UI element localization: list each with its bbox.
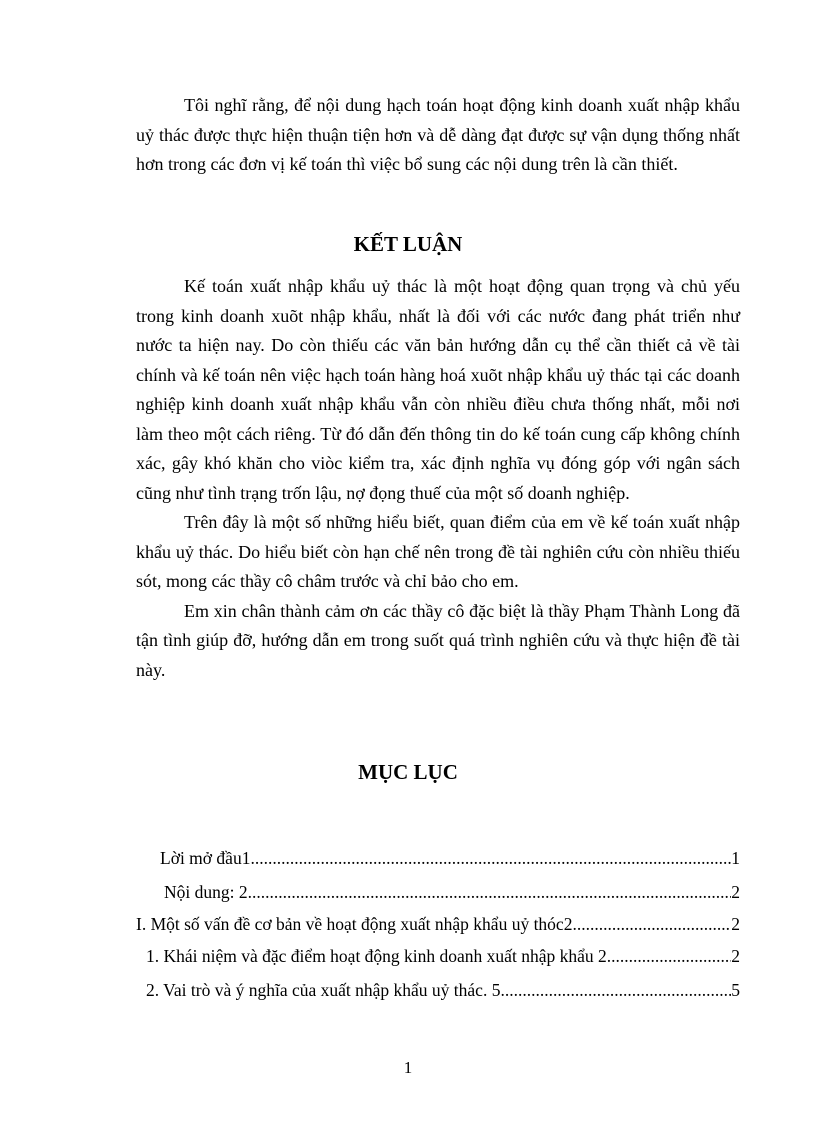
conclusion-paragraph: Trên đây là một số những hiểu biết, quan điểm của em về kế toán xuất nhập khẩu uỷ thác. Do hiểu biết còn hạn chế nên trong đề tài nghiên cứu còn nhiều thiếu sót, mong các thầy cô châm trước và chỉ bảo cho em. bbox=[136, 512, 740, 591]
intro-section bbox=[136, 91, 740, 180]
toc-leader-dots bbox=[250, 848, 731, 869]
toc-leader-dots bbox=[607, 946, 732, 967]
toc-entry-page: 1 bbox=[731, 848, 740, 868]
toc-entry-label: Nội dung: 2 bbox=[164, 882, 248, 902]
toc-entry-label: 1. Khái niệm và đặc điểm hoạt động kinh doanh xuất nhập khẩu 2 bbox=[146, 946, 607, 966]
toc-entry[interactable] bbox=[136, 980, 740, 1001]
conclusion-paragraph: Em xin chân thành cảm ơn các thầy cô đặc biệt là thầy Phạm Thành Long đã tận tình giúp đỡ, hướng dẫn em trong suốt quá trình nghiên cứu và thực hiện đề tài này. bbox=[136, 600, 740, 680]
toc-entry-page: 2 bbox=[731, 946, 740, 966]
toc-entry[interactable] bbox=[136, 946, 740, 967]
toc-entry-page: 2 bbox=[731, 914, 740, 934]
page-number: 1 bbox=[403, 1058, 413, 1077]
toc-heading: MỤC LỤC bbox=[358, 760, 458, 784]
toc-leader-dots bbox=[572, 914, 731, 935]
toc-leader-dots bbox=[248, 882, 732, 903]
conclusion-heading: KẾT LUẬN bbox=[353, 232, 463, 256]
toc-entry[interactable] bbox=[136, 882, 740, 903]
toc-entry-page: 2 bbox=[731, 882, 740, 902]
toc-entry-label: I. Một số vấn đề cơ bản về hoạt động xuất nhập khẩu uỷ thóc2 bbox=[136, 914, 573, 934]
toc-entry-page: 5 bbox=[731, 980, 740, 1000]
conclusion-body bbox=[136, 272, 740, 685]
toc-entry[interactable] bbox=[136, 848, 740, 869]
intro-paragraph: Tôi nghĩ rằng, để nội dung hạch toán hoạt động kinh doanh xuất nhập khẩu uỷ thác được thực hiện thuận tiện hơn và dễ dàng đạt được sự vận dụng thống nhất hơn trong các đơn vị kế toán thì việc bổ sung các nội dung trên là cần thiết. bbox=[136, 95, 740, 174]
toc-leader-dots bbox=[500, 980, 731, 1001]
toc-entry[interactable] bbox=[136, 914, 740, 935]
conclusion-paragraph: Kế toán xuất nhập khẩu uỷ thác là một hoạt động quan trọng và chủ yếu trong kinh doanh xuõt nhập khẩu, nhất là đối với các nước đang phát triển như nước ta hiện nay. Do còn thiếu các văn bản hướng dẫn cụ thể cần thiết cả về tài chính và kế toán nên việc hạch toán hàng hoá xuõt nhập khẩu uỷ thác tại các doanh nghiệp kinh doanh xuất nhập khẩu vẫn còn nhiều điều chưa thống nhất, mỗi nơi làm theo một cách riêng. Từ đó dẫn đến thông tin do kế toán cung cấp không chính xác, gây khó khăn cho viòc kiểm tra, xác định nghĩa vụ đóng góp với ngân sách cũng như tình trạng trốn lậu, nợ đọng thuế của một số doanh nghiệp. bbox=[136, 276, 740, 503]
toc-entry-label: 2. Vai trò và ý nghĩa của xuất nhập khẩu uỷ thác. 5 bbox=[146, 980, 501, 1000]
toc-entry-label: Lời mở đầu1 bbox=[160, 848, 251, 868]
